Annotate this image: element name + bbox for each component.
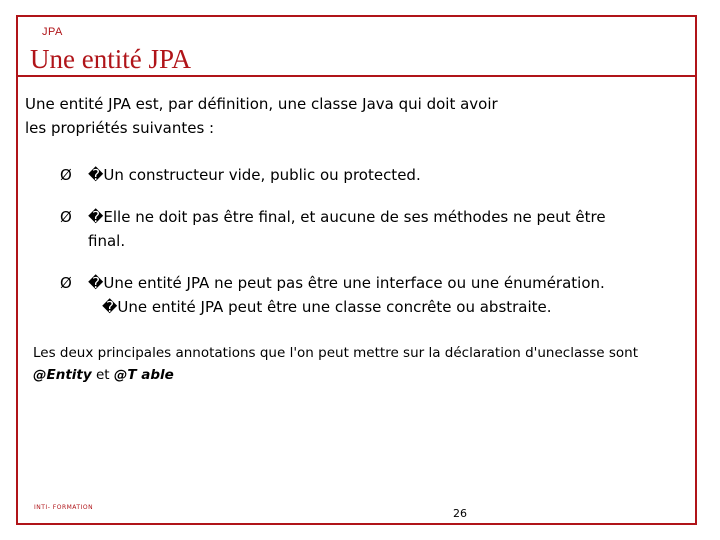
bullet-text-line: �Elle ne doit pas être final, et aucune de ses méthodes ne peut être xyxy=(88,208,606,226)
summary-line-2 xyxy=(33,364,703,386)
properties-list xyxy=(60,163,680,319)
summary-line-1: Les deux principales annotations que l'on peut mettre sur la déclaration d'uneclasse sont xyxy=(33,345,639,361)
table-annotation: @T able xyxy=(113,367,174,383)
page-number: 26 xyxy=(453,507,467,520)
bullet-text-line: �Un constructeur vide, public ou protected. xyxy=(88,166,421,184)
footer-logo: INTI- FORMATION xyxy=(34,504,94,511)
bullet-text-line: �Une entité JPA ne peut pas être une interface ou une énumération. xyxy=(88,274,605,292)
bullet-text-line: �Une entité JPA peut être une classe concrête ou abstraite. xyxy=(102,298,552,316)
list-item xyxy=(60,271,680,319)
list-item xyxy=(60,163,680,187)
slide-title: Une entité JPA xyxy=(30,44,191,74)
title-divider xyxy=(16,75,697,77)
entity-annotation: @Entity xyxy=(33,367,92,383)
arrow-bullet-icon: Ø xyxy=(60,208,72,226)
intro-paragraph xyxy=(25,92,625,140)
bullet-text-line: final. xyxy=(88,232,126,250)
annotations-summary xyxy=(33,342,703,386)
arrow-bullet-icon: Ø xyxy=(60,166,72,184)
intro-line-1: Une entité JPA est, par définition, une classe Java qui doit avoir xyxy=(25,95,498,113)
intro-line-2: les propriétés suivantes : xyxy=(25,119,215,137)
summary-conjunction: et xyxy=(95,367,110,383)
arrow-bullet-icon: Ø xyxy=(60,274,72,292)
header-label: JPA xyxy=(42,26,63,38)
list-item xyxy=(60,205,680,253)
